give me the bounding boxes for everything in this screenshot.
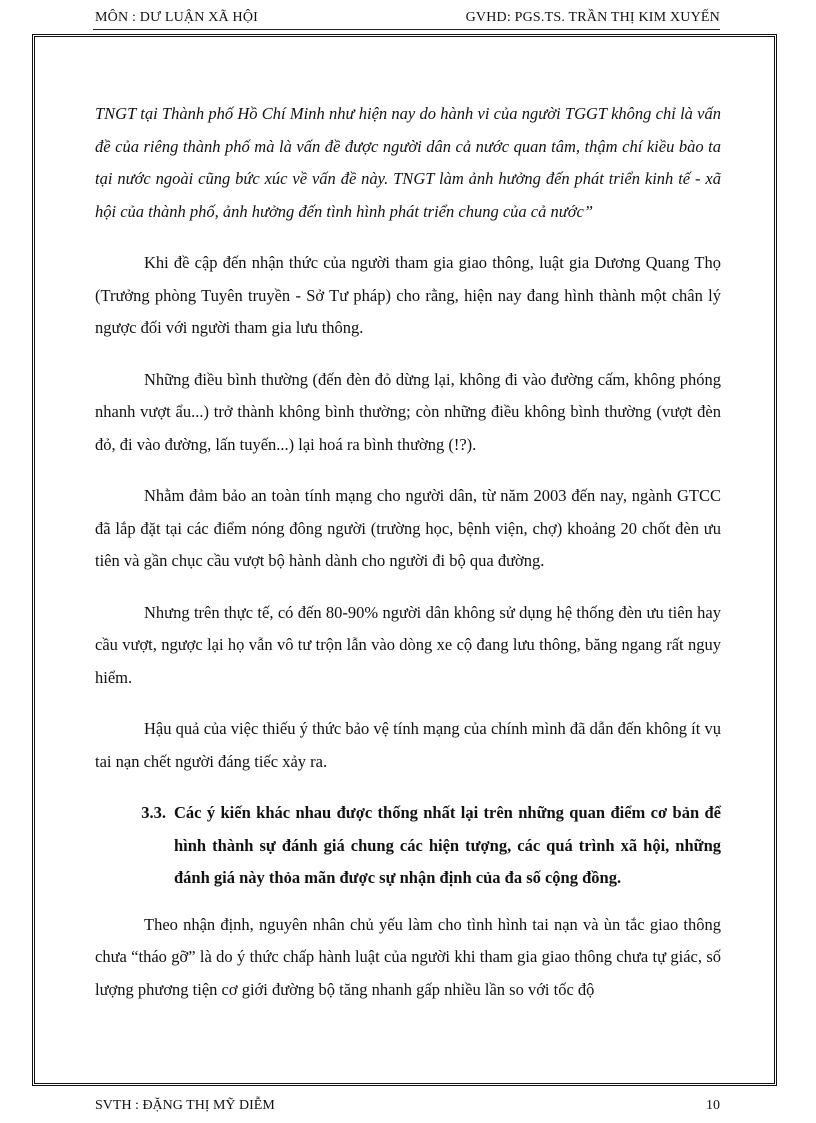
quote-paragraph: TNGT tại Thành phố Hồ Chí Minh như hiện nay do hành vi của người TGGT không chỉ là vấn đề của riêng thành phố mà là vấn đề được người dân cả nước quan tâm, thậm chí kiều bào ta tại nước ngoài cũng bức xúc về vấn đề này. TNGT làm ảnh hưởng đến phát triển kinh tế - xã hội của thành phố, ảnh hưởng đến tình hình phát triển chung của cả nước” [95,104,721,221]
paragraph-3: Nhằm đảm bảo an toàn tính mạng cho người dân, từ năm 2003 đến nay, ngành GTCC đã lắp đặt tại các điểm nóng đông người (trường học, bệnh viện, chợ) khoảng 20 chốt đèn ưu tiên và gần chục cầu vượt bộ hành dành cho người đi bộ qua đường. [95,486,721,570]
header-rule [93,29,720,30]
paragraph-5: Hậu quả của việc thiếu ý thức bảo vệ tính mạng của chính mình đã dẫn đến không ít vụ tai nạn chết người đáng tiếc xảy ra. [95,719,721,771]
paragraph-4: Nhưng trên thực tế, có đến 80-90% người dân không sử dụng hệ thống đèn ưu tiên hay cầu vượt, ngược lại họ vẫn vô tư trộn lẫn vào dòng xe cộ đang lưu thông, băng ngang rất nguy hiểm. [95,602,721,687]
section-title: Các ý kiến khác nhau được thống nhất lại trên những quan điểm cơ bản để hình thành sự đánh giá chung các hiện tượng, các quá trình xã hội, những đánh giá này thỏa mãn được sự nhận định của đa số cộng đồng. [174,803,721,887]
instructor-name: GVHD: PGS.TS. TRẦN THỊ KIM XUYẾN [465,10,720,25]
paragraph-6: Theo nhận định, nguyên nhân chủ yếu làm cho tình hình tai nạn và ùn tắc giao thông chưa “tháo gỡ” là do ý thức chấp hành luật của người khi tham gia giao thông chưa tự giác, số lượng phương tiện cơ giới đường bộ tăng nhanh gấp nhiều lần so với tốc độ [95,914,721,999]
page-body [95,98,721,1025]
course-name: MÔN : DƯ LUẬN XÃ HỘI [95,10,259,25]
page-number: 10 [706,1098,720,1113]
paragraph-1: Khi đề cập đến nhận thức của người tham gia giao thông, luật gia Dương Quang Thọ (Trưởng phòng Tuyên truyền - Sở Tư pháp) cho rằng, hiện nay đang hình thành một chân lý ngược đối với người tham gia lưu thông. [95,253,721,337]
student-name: SVTH : ĐẶNG THỊ MỸ DIỄM [95,1098,275,1113]
paragraph-2: Những điều bình thường (đến đèn đỏ dừng lại, không đi vào đường cấm, không phóng nhanh vượt ẩu...) trở thành không bình thường; còn những điều không bình thường (vượt đèn đỏ, đi vào đường, lấn tuyến...) lại hoá ra bình thường (!?). [95,369,721,454]
section-number: 3.3. [141,803,166,822]
section-heading [95,797,721,895]
